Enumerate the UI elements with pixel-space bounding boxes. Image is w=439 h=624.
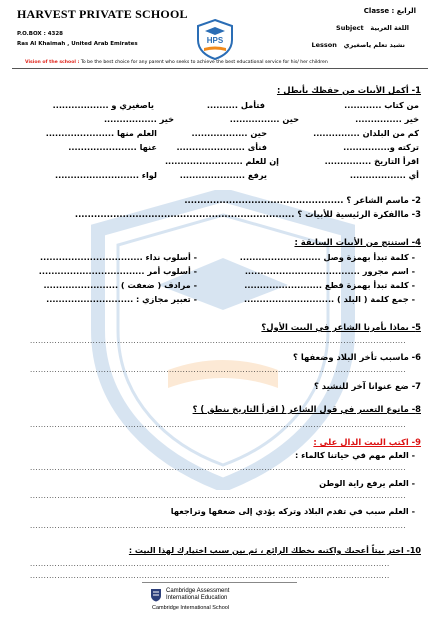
q10-answer-line-2[interactable]: .................................................................................................................................... <box>30 572 390 580</box>
q1-row-1-c2: فتأمل .......... <box>206 100 265 110</box>
school-logo <box>195 18 235 60</box>
footer-line-3: Cambridge International School <box>152 605 230 611</box>
q4-left-2: - أسلوب أمر .................................. <box>38 266 197 276</box>
q1-row-7-c2: يرفع ..................... <box>179 170 267 180</box>
q1-row-2-c2: حين ................ <box>229 114 299 124</box>
q9-item-1: - العلم مهم في حياتنا كالماء : <box>294 450 415 460</box>
q1-title: 1- أكمل الأبيات من حفظك بأبطل : <box>276 85 421 95</box>
q3: 3- ماالفكرة الرئيسية للأبيات ؟ ..................................................................... <box>74 209 421 219</box>
q6-answer-line[interactable]: .......................................................................................................................................... <box>30 366 407 374</box>
q1-row-2-c3: خير ................. <box>103 114 174 124</box>
q4-right-1: - كلمة تبدأ بهمزة وصل .......................... <box>239 252 415 262</box>
q5: 5- بماذا يأمرنا الشاعر في البيت الأول؟ <box>261 322 421 332</box>
school-vision <box>25 60 425 65</box>
q2: 2- ماسم الشاعر ؟ .................................................. <box>184 195 421 205</box>
subject-line: اللغة العربية Subject <box>336 24 409 32</box>
school-name: HARVEST PRIVATE SCHOOL <box>17 7 188 21</box>
q1-row-6-c1: إن للعلم ......................... <box>164 156 279 166</box>
lesson-line: نشيد تعلم ياصغيري Lesson <box>311 41 405 49</box>
footer-line-1: Cambridge Assessment <box>166 588 230 594</box>
q5-answer-line[interactable]: .......................................................................................................................................... <box>30 337 407 345</box>
q7: 7- ضع عنوانا آخر للنشيد ؟ <box>314 381 421 391</box>
vision-text: To be the best choice for any parent who seeks to achieve the best educational service for his/ her children <box>80 60 328 65</box>
q4-left-1: - أسلوب نداء ................................. <box>40 252 197 262</box>
header-divider <box>12 68 428 69</box>
q6: 6- ماسبب تأخر البلاد وضعفها ؟ <box>293 352 421 362</box>
q1-row-3-c3: العلم منها ...................... <box>45 128 157 138</box>
q8: 8- مانوع التعبير في قول الشاعر ( اقرأ التاريخ ينطق ) ؟ <box>192 404 421 414</box>
q9-item-2: - العلم يرفع راية الوطن <box>319 478 415 488</box>
q1-row-5-c3: عنها ...................... <box>68 142 157 152</box>
logo-text: HPS <box>206 36 224 45</box>
q10-answer-line-1[interactable]: .................................................................................................................................... <box>30 560 390 568</box>
q4-left-4: - تعبير مجازي : ............................ <box>46 294 197 304</box>
q4-right-4: - جمع كلمة ( البلد ) ............................. <box>243 294 415 304</box>
q1-row-2-c1: خير ............... <box>355 114 419 124</box>
q1-row-1-c3: ياصغيري و .................. <box>52 100 154 110</box>
q8-answer-line[interactable]: .......................................................................................................................................... <box>30 421 407 429</box>
q1-row-4-c1: تركته و............... <box>343 142 419 152</box>
cambridge-shield-icon <box>150 588 162 602</box>
q4-left-3: - مرادف ( ضعفت ) ........................ <box>43 280 197 290</box>
q1-row-7-c3: لواء ........................... <box>54 170 157 180</box>
q1-row-3-c1: كم من البلدان ............... <box>313 128 419 138</box>
footer-divider <box>142 582 297 583</box>
q1-row-1-c1: من كتاب ............ <box>344 100 419 110</box>
q10-title: 10- اختر بيتاً أعجبك واكتبه بخطك الرائع ، ثم بين سبب اختيارك لهذا البيت : <box>128 546 421 555</box>
q9-answer-line-3[interactable]: .......................................................................................................................................... <box>30 522 407 530</box>
q1-row-7-c1: أي .................. <box>349 170 419 180</box>
q9-answer-line-2[interactable]: .......................................................................................................................................... <box>30 492 407 500</box>
q4-title: 4- استنتج من الأبيات السابقة : <box>294 237 421 247</box>
q9-item-3: - العلم سبب في تقدم البلاد وتركه يؤدي إلى ضعفها وتراجعها <box>170 506 415 516</box>
q9-title: 9- اكتب البيت الدال على : <box>313 437 421 447</box>
q1-row-5-c1: اقرأ التاريخ ............... <box>324 156 419 166</box>
q4-right-3: - كلمة تبدأ بهمزة قطع ......................... <box>244 280 415 290</box>
q4-right-2: - اسم مجرور ..................................... <box>244 266 415 276</box>
po-box: P.O.BOX : 4328 <box>17 31 64 37</box>
footer-line-2: International Education <box>166 595 228 601</box>
q1-row-3-c2: حين .................. <box>191 128 267 138</box>
school-address: Ras Al Khaimah , United Arab Emirates <box>17 41 138 47</box>
vision-label: Vision of the school : <box>25 60 80 65</box>
q9-answer-line-1[interactable]: .......................................................................................................................................... <box>30 464 407 472</box>
cambridge-logo <box>148 586 288 616</box>
q1-row-5-c2: فنأى ...................... <box>176 142 267 152</box>
class-line: الرابع Classe : <box>363 7 416 15</box>
